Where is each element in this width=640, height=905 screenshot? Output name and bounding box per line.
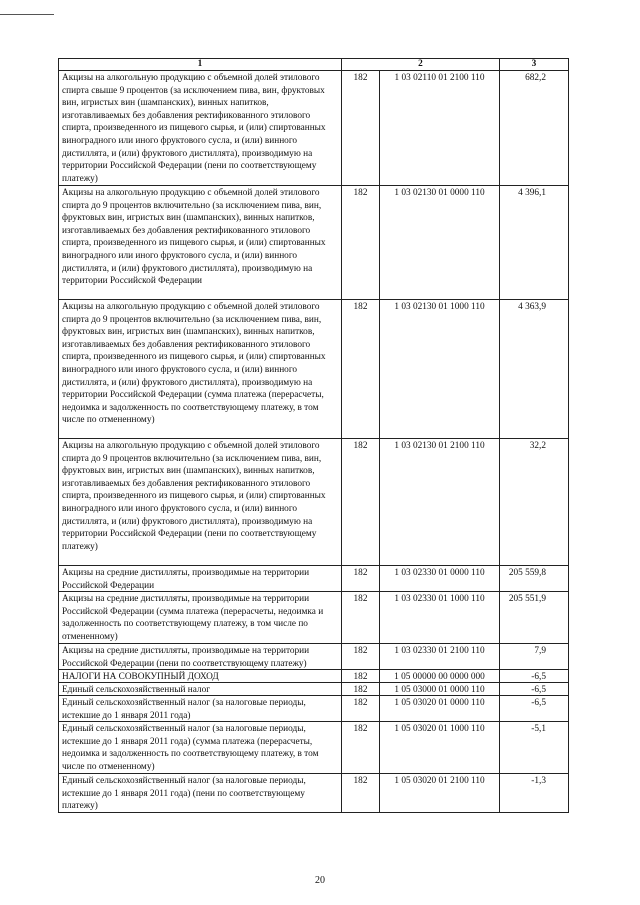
amount-cell: 4 396,1 — [500, 186, 569, 300]
revenue-name-cell: Единый сельскохозяйственный налог (за налоговые периоды, истекшие до 1 января 2011 года) — [59, 696, 342, 722]
table-header-row — [59, 59, 569, 71]
admin-code-cell: 182 — [342, 566, 380, 592]
budget-code-cell: 1 03 02130 01 1000 110 — [380, 300, 500, 439]
admin-code-cell: 182 — [342, 186, 380, 300]
table-row — [59, 186, 569, 300]
table-row — [59, 300, 569, 439]
budget-code-cell: 1 03 02130 01 2100 110 — [380, 439, 500, 566]
table-row — [59, 670, 569, 683]
amount-cell: 4 363,9 — [500, 300, 569, 439]
budget-code-cell: 1 03 02110 01 2100 110 — [380, 71, 500, 186]
table-body — [59, 71, 569, 813]
revenue-name-cell: Акцизы на средние дистилляты, производимые на территории Российской Федерации (пени по соответствующему платежу) — [59, 644, 342, 670]
budget-code-cell: 1 05 03020 01 0000 110 — [380, 696, 500, 722]
revenue-name-cell: Акцизы на алкогольную продукцию с объемной долей этилового спирта до 9 процентов включительно (за исключением пива, вин, фруктовых вин, игристых вин (шампанских), винных напитков, изготавливаемых без добавления ректификованного этилового спирта, произведенного из пищевого сырья, и (или) спиртованных виноградного или иного фруктового сусла, и (или) винного дистиллята, и (или) фруктового дистиллята), производимую на территории Российской Федерации — [59, 186, 342, 300]
budget-code-cell: 1 03 02330 01 2100 110 — [380, 644, 500, 670]
table-row — [59, 566, 569, 592]
revenue-name-cell: Единый сельскохозяйственный налог (за налоговые периоды, истекшие до 1 января 2011 года) (сумма платежа (перерасчеты, недоимка и задолженность по соответствующему платежу, в том числе по отмененному) — [59, 722, 342, 774]
table-row — [59, 696, 569, 722]
table-row — [59, 71, 569, 186]
amount-cell: 682,2 — [500, 71, 569, 186]
admin-code-cell: 182 — [342, 644, 380, 670]
budget-code-cell: 1 03 02330 01 0000 110 — [380, 566, 500, 592]
admin-code-cell: 182 — [342, 439, 380, 566]
admin-code-cell: 182 — [342, 592, 380, 644]
revenue-name-cell: Акцизы на алкогольную продукцию с объемной долей этилового спирта свыше 9 процентов (за исключением пива, вин, фруктовых вин, игристых вин (шампанских), винных напитков, изготавливаемых без добавления ректификованного этилового спирта, произведенного из пищевого сырья, и (или) спиртованных виноградного или иного фруктового сусла, и (или) винного дистиллята, и (или) фруктового дистиллята), производимую на территории Российской Федерации (пени по соответствующему платежу) — [59, 71, 342, 186]
page-number: 20 — [315, 875, 325, 886]
budget-code-cell: 1 03 02330 01 1000 110 — [380, 592, 500, 644]
amount-cell: 32,2 — [500, 439, 569, 566]
amount-cell: 7,9 — [500, 644, 569, 670]
admin-code-cell: 182 — [342, 670, 380, 683]
header-col-3: 3 — [500, 59, 569, 71]
admin-code-cell: 182 — [342, 300, 380, 439]
amount-cell: -6,5 — [500, 670, 569, 683]
table-row — [59, 439, 569, 566]
table-row — [59, 644, 569, 670]
admin-code-cell: 182 — [342, 71, 380, 186]
budget-code-cell: 1 05 00000 00 0000 000 — [380, 670, 500, 683]
table-row — [59, 774, 569, 813]
revenue-name-cell: Акцизы на средние дистилляты, производимые на территории Российской Федерации (сумма платежа (перерасчеты, недоимка и задолженность по соответствующему платежу, в том числе по отмененному) — [59, 592, 342, 644]
header-col-1: 1 — [59, 59, 342, 71]
revenue-name-cell: Акцизы на алкогольную продукцию с объемной долей этилового спирта до 9 процентов включительно (за исключением пива, вин, фруктовых вин, игристых вин (шампанских), винных напитков, изготавливаемых без добавления ректификованного этилового спирта, произведенного из пищевого сырья, и (или) спиртованных виноградного или иного фруктового сусла, и (или) винного дистиллята, и (или) фруктового дистиллята), производимую на территории Российской Федерации (сумма платежа (перерасчеты, недоимка и задолженность по соответствующему платежу, в том числе по отмененному) — [59, 300, 342, 439]
revenue-name-cell: Акцизы на средние дистилляты, производимые на территории Российской Федерации — [59, 566, 342, 592]
admin-code-cell: 182 — [342, 722, 380, 774]
admin-code-cell: 182 — [342, 774, 380, 813]
admin-code-cell: 182 — [342, 683, 380, 696]
budget-code-cell: 1 05 03020 01 2100 110 — [380, 774, 500, 813]
revenue-name-cell: НАЛОГИ НА СОВОКУПНЫЙ ДОХОД — [59, 670, 342, 683]
budget-table — [58, 58, 569, 813]
revenue-name-cell: Единый сельскохозяйственный налог — [59, 683, 342, 696]
amount-cell: -6,5 — [500, 683, 569, 696]
table-row — [59, 683, 569, 696]
corner-mark — [0, 14, 54, 15]
header-col-2: 2 — [342, 59, 500, 71]
revenue-name-cell: Акцизы на алкогольную продукцию с объемной долей этилового спирта до 9 процентов включительно (за исключением пива, вин, фруктовых вин, игристых вин (шампанских), винных напитков, изготавливаемых без добавления ректификованного этилового спирта, произведенного из пищевого сырья, и (или) спиртованных виноградного или иного фруктового сусла, и (или) винного дистиллята, и (или) фруктового дистиллята), производимую на территории Российской Федерации (пени по соответствующему платежу) — [59, 439, 342, 566]
table-row — [59, 722, 569, 774]
amount-cell: -6,5 — [500, 696, 569, 722]
budget-code-cell: 1 03 02130 01 0000 110 — [380, 186, 500, 300]
table-row — [59, 592, 569, 644]
amount-cell: 205 559,8 — [500, 566, 569, 592]
admin-code-cell: 182 — [342, 696, 380, 722]
amount-cell: -5,1 — [500, 722, 569, 774]
amount-cell: 205 551,9 — [500, 592, 569, 644]
amount-cell: -1,3 — [500, 774, 569, 813]
revenue-name-cell: Единый сельскохозяйственный налог (за налоговые периоды, истекшие до 1 января 2011 года) (пени по соответствующему платежу) — [59, 774, 342, 813]
budget-code-cell: 1 05 03020 01 1000 110 — [380, 722, 500, 774]
budget-code-cell: 1 05 03000 01 0000 110 — [380, 683, 500, 696]
